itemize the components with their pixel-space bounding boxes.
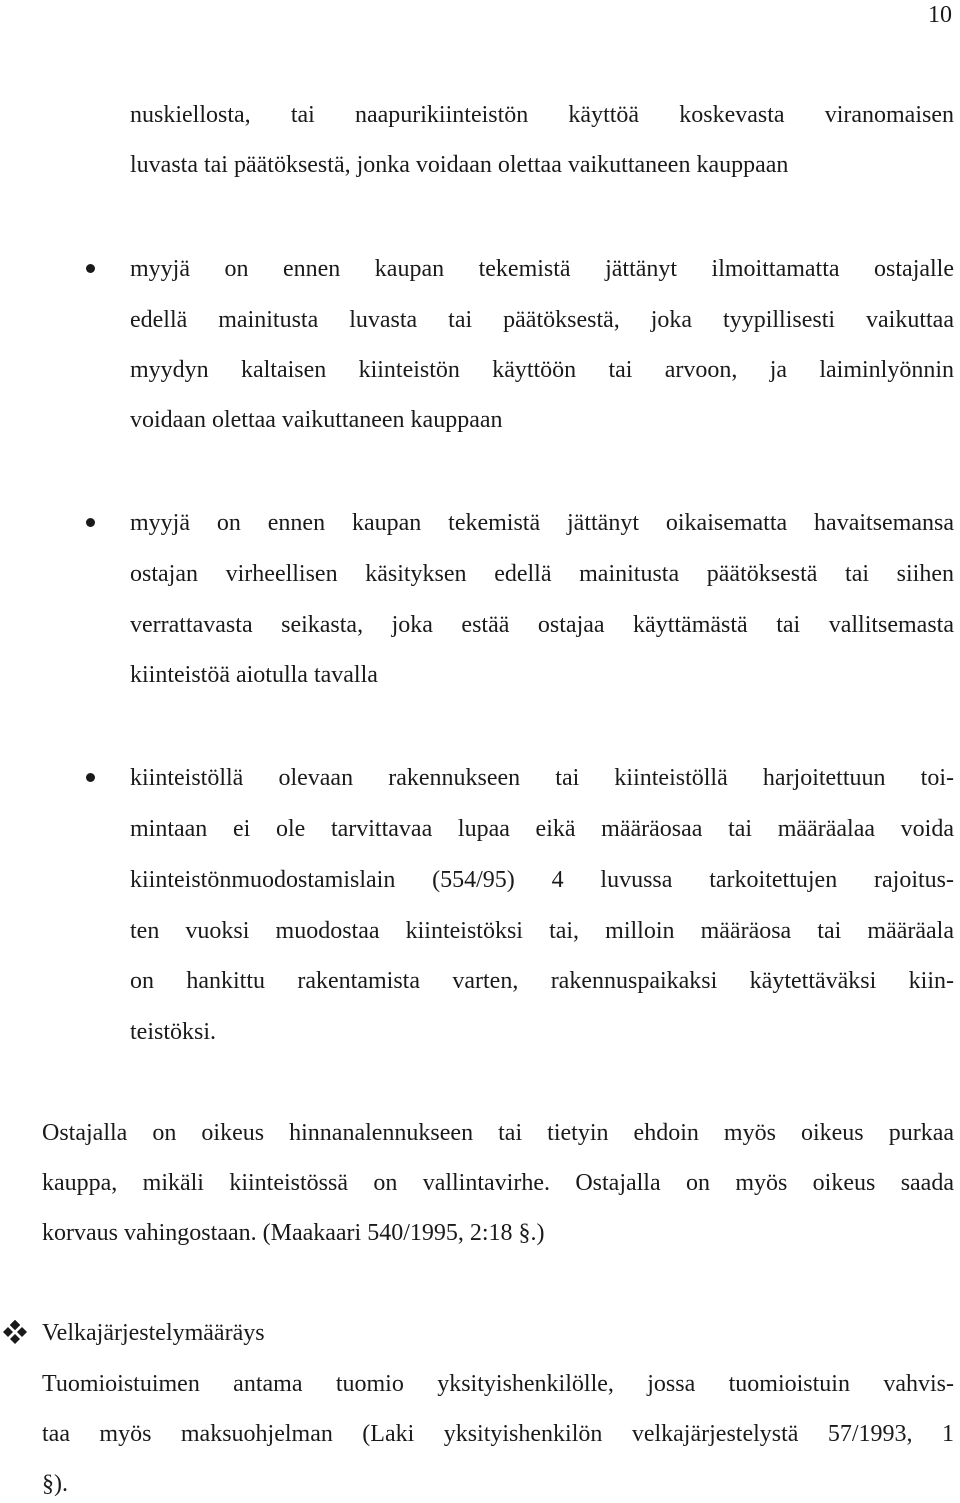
paragraph-line-1: Ostajalla on oikeus hinnanalennukseen tai tietyin ehdoin myös oikeus purkaa: [42, 1120, 954, 1146]
section-heading: Velkajärjestelymääräys: [42, 1320, 265, 1346]
bullet-1-line-2: edellä mainitusta luvasta tai päätöksestä, joka tyypillisesti vaikuttaa: [130, 307, 954, 333]
bullet-3-line-6: teistöksi.: [130, 1019, 217, 1045]
section-line-1: Tuomioistuimen antama tuomio yksityishenkilölle, jossa tuomioistuin vahvis-: [42, 1371, 954, 1397]
intro-line-2: luvasta tai päätöksestä, jonka voidaan olettaa vaikuttaneen kauppaan: [130, 152, 789, 178]
intro-line-1: nuskiellosta, tai naapurikiinteistön käyttöä koskevasta viranomaisen: [130, 102, 954, 128]
bullet-2-line-1: myyjä on ennen kaupan tekemistä jättänyt oikaisematta havaitsemansa: [130, 510, 954, 536]
section-line-3: §).: [42, 1471, 68, 1497]
bullet-1-line-4: voidaan olettaa vaikuttaneen kauppaan: [130, 407, 503, 433]
bullet-2-line-3: verrattavasta seikasta, joka estää ostajaa käyttämästä tai vallitsemasta: [130, 612, 954, 638]
page-number: 10: [928, 2, 952, 28]
bullet-3-line-3: kiinteistönmuodostamislain (554/95) 4 luvussa tarkoitettujen rajoitus-: [130, 867, 954, 893]
bullet-2-line-2: ostajan virheellisen käsityksen edellä mainitusta päätöksestä tai siihen: [130, 561, 954, 587]
diamond-bullet-icon: [2, 1319, 28, 1345]
bullet-3-line-5: on hankittu rakentamista varten, rakennuspaikaksi käytettäväksi kiin-: [130, 968, 954, 994]
bullet-3-line-2: mintaan ei ole tarvittavaa lupaa eikä määräosaa tai määräalaa voida: [130, 816, 954, 842]
section-line-2: taa myös maksuohjelman (Laki yksityishenkilön velkajärjestelystä 57/1993, 1: [42, 1421, 954, 1447]
bullet-dot-icon: [86, 518, 95, 527]
bullet-dot-icon: [86, 264, 95, 273]
paragraph-line-2: kauppa, mikäli kiinteistössä on vallintavirhe. Ostajalla on myös oikeus saada: [42, 1170, 954, 1196]
bullet-dot-icon: [86, 773, 95, 782]
bullet-1-line-3: myydyn kaltaisen kiinteistön käyttöön tai arvoon, ja laiminlyönnin: [130, 357, 954, 383]
bullet-2-line-4: kiinteistöä aiotulla tavalla: [130, 662, 378, 688]
bullet-3-line-4: ten vuoksi muodostaa kiinteistöksi tai, milloin määräosa tai määräala: [130, 918, 954, 944]
bullet-1-line-1: myyjä on ennen kaupan tekemistä jättänyt ilmoittamatta ostajalle: [130, 256, 954, 282]
paragraph-line-3: korvaus vahingostaan. (Maakaari 540/1995, 2:18 §.): [42, 1220, 545, 1246]
bullet-3-line-1: kiinteistöllä olevaan rakennukseen tai kiinteistöllä harjoitettuun toi-: [130, 765, 954, 791]
